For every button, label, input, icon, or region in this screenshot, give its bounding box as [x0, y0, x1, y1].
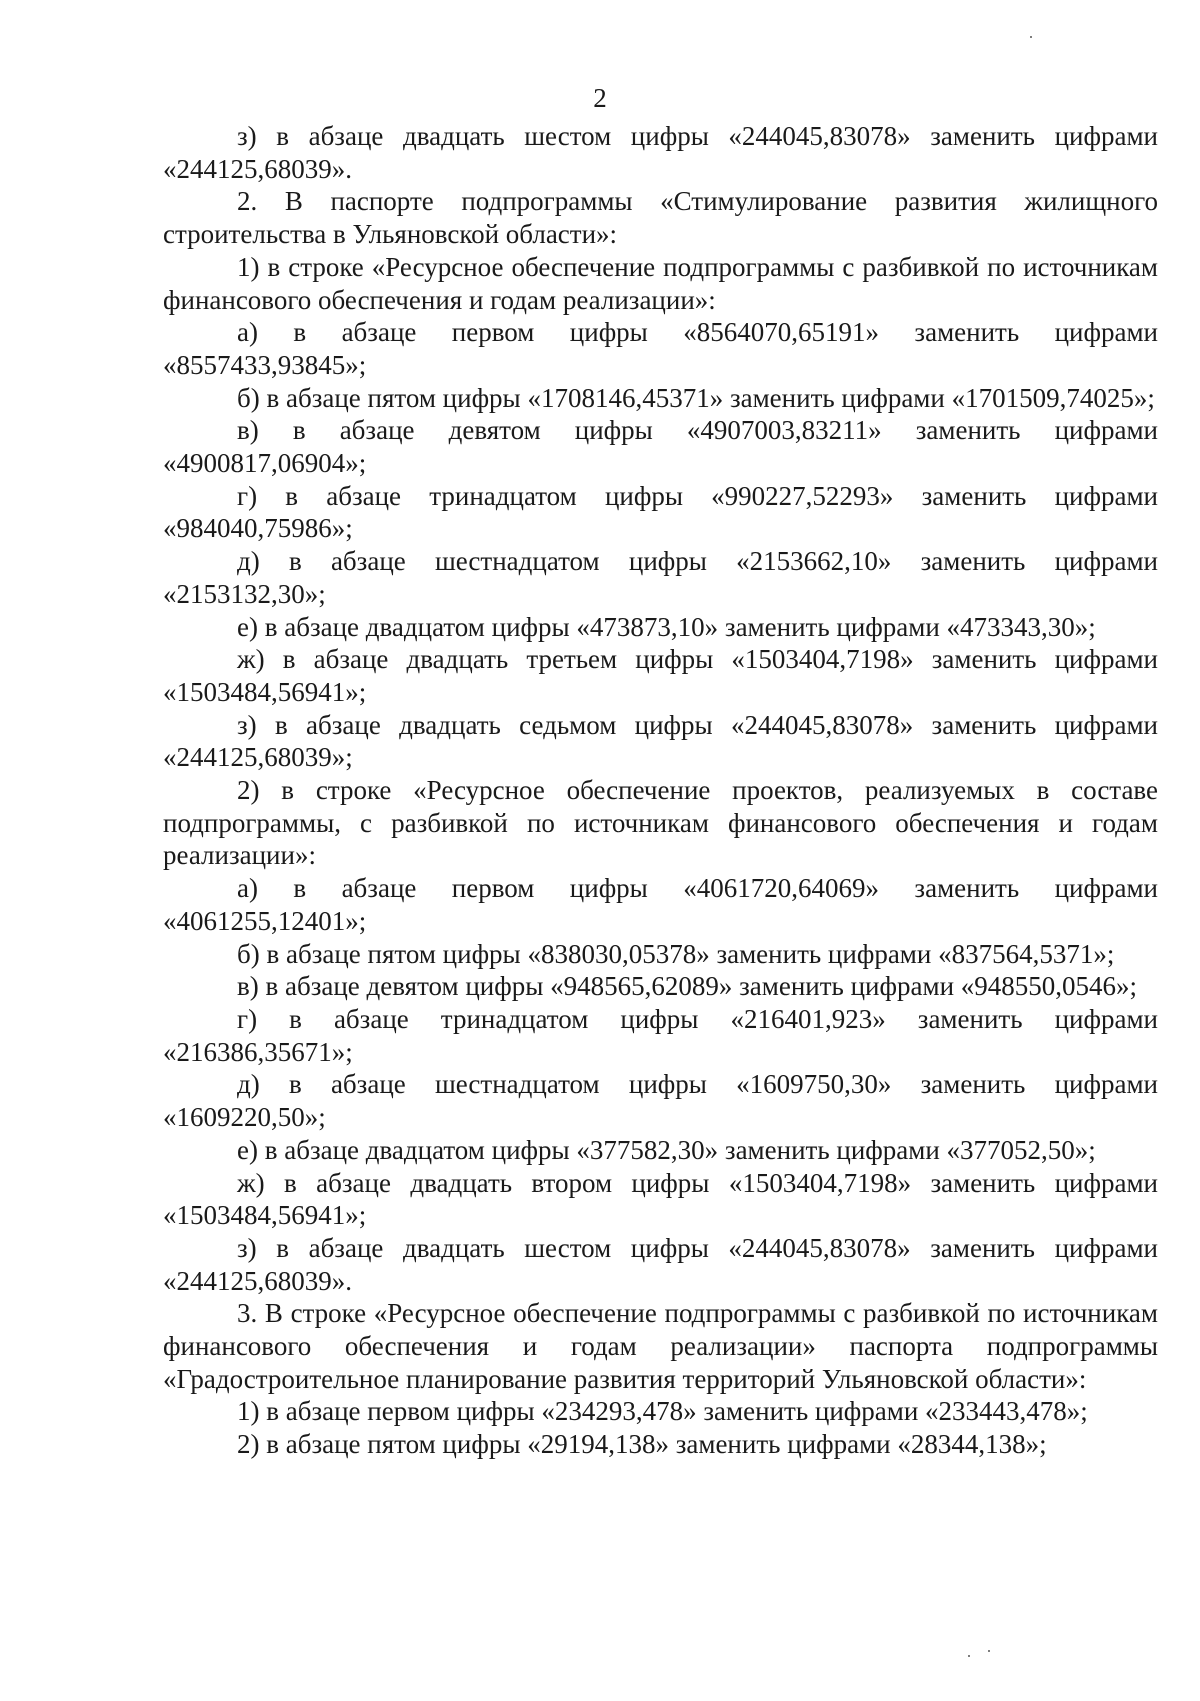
paragraph: з) в абзаце двадцать седьмом цифры «244045,83078» заменить цифрами «244125,68039»;	[163, 709, 1158, 773]
paragraph: 2) в строке «Ресурсное обеспечение проектов, реализуемых в составе подпрограммы, с разбивкой по источникам финансового обеспечения и годам реализации»:	[163, 775, 1158, 871]
paragraph: 2) в абзаце пятом цифры «29194,138» заменить цифрами «28344,138»;	[237, 1429, 1047, 1460]
paragraph: 3. В строке «Ресурсное обеспечение подпрограммы с разбивкой по источникам финансового обеспечения и годам реализации» паспорта подпрограммы «Градостроительное планирование развития территорий Ульяновской области»:	[163, 1298, 1158, 1394]
paragraph: д) в абзаце шестнадцатом цифры «2153662,10» заменить цифрами «2153132,30»;	[163, 546, 1158, 609]
page-number: 2	[593, 83, 607, 113]
paragraph: е) в абзаце двадцатом цифры «473873,10» заменить цифрами «473343,30»;	[237, 611, 1096, 642]
paragraph: а) в абзаце первом цифры «8564070,65191» заменить цифрами «8557433,93845»;	[163, 317, 1158, 380]
paragraph: б) в абзаце пятом цифры «1708146,45371» заменить цифрами «1701509,74025»;	[237, 382, 1155, 413]
paragraph: ж) в абзаце двадцать втором цифры «1503404,7198» заменить цифрами «1503484,56941»;	[163, 1167, 1158, 1231]
scan-speck	[988, 1650, 990, 1652]
paragraph: г) в абзаце тринадцатом цифры «216401,923» заменить цифрами «216386,35671»;	[163, 1003, 1158, 1067]
paragraph: 2. В паспорте подпрограммы «Стимулирование развития жилищного строительства в Ульяновской области»:	[163, 186, 1158, 250]
paragraph: в) в абзаце девятом цифры «4907003,83211» заменить цифрами «4900817,06904»;	[163, 415, 1158, 479]
paragraph: б) в абзаце пятом цифры «838030,05378» заменить цифрами «837564,5371»;	[237, 938, 1115, 969]
scan-speck	[1030, 36, 1032, 38]
scan-speck	[968, 1655, 970, 1657]
paragraph: з) в абзаце двадцать шестом цифры «244045,83078» заменить цифрами «244125,68039».	[163, 1232, 1158, 1296]
paragraph: в) в абзаце девятом цифры «948565,62089» заменить цифрами «948550,0546»;	[237, 971, 1138, 1002]
paragraph: а) в абзаце первом цифры «4061720,64069» заменить цифрами «4061255,12401»;	[163, 873, 1158, 936]
paragraph: г) в абзаце тринадцатом цифры «990227,52293» заменить цифрами «984040,75986»;	[163, 480, 1158, 544]
paragraph: д) в абзаце шестнадцатом цифры «1609750,30» заменить цифрами «1609220,50»;	[163, 1069, 1158, 1133]
paragraph: 1) в строке «Ресурсное обеспечение подпрограммы с разбивкой по источникам финансового обеспечения и годам реализации»:	[163, 251, 1158, 315]
paragraph: з) в абзаце двадцать шестом цифры «244045,83078» заменить цифрами «244125,68039».	[163, 121, 1158, 184]
document-body	[163, 120, 1158, 1461]
paragraph: 1) в абзаце первом цифры «234293,478» заменить цифрами «233443,478»;	[237, 1396, 1088, 1427]
paragraph: е) в абзаце двадцатом цифры «377582,30» заменить цифрами «377052,50»;	[237, 1134, 1096, 1165]
paragraph: ж) в абзаце двадцать третьем цифры «1503404,7198» заменить цифрами «1503484,56941»;	[163, 644, 1158, 707]
